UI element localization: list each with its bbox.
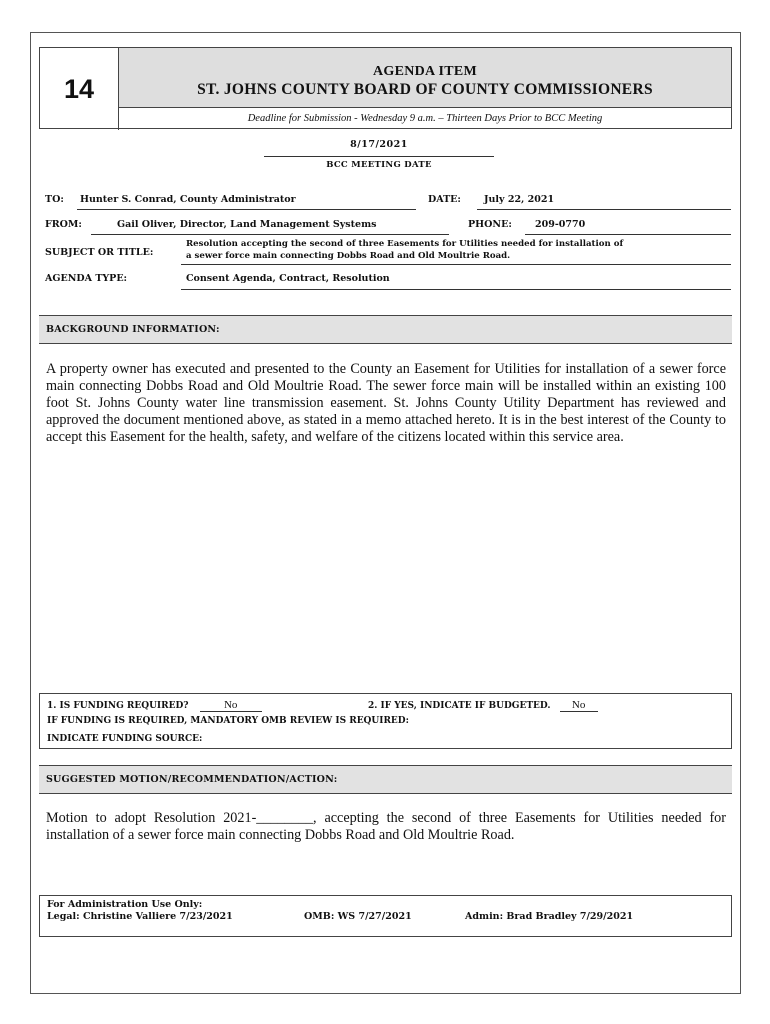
- title-line-1: AGENDA ITEM: [372, 64, 478, 79]
- from-label: FROM:: [45, 219, 82, 230]
- date-label: DATE:: [428, 194, 461, 205]
- phone-underline: [525, 234, 731, 235]
- to-underline: [77, 209, 416, 210]
- subject-line-1: Resolution accepting the second of three Easements for Utilities needed for installation of: [186, 239, 624, 249]
- phone-value: 209-0770: [535, 219, 586, 230]
- from-value: Gail Oliver, Director, Land Management Systems: [117, 219, 377, 230]
- subject-line-2: a sewer force main connecting Dobbs Road and Old Moultrie Road.: [186, 251, 511, 261]
- funding-required-row: [47, 699, 262, 712]
- meeting-date-label: BCC MEETING DATE: [326, 160, 432, 170]
- budgeted-value: No: [560, 699, 598, 712]
- motion-heading: SUGGESTED MOTION/RECOMMENDATION/ACTION:: [39, 765, 732, 794]
- admin-heading: For Administration Use Only:: [47, 899, 203, 910]
- date-underline: [477, 209, 731, 210]
- item-number: 14: [40, 48, 119, 130]
- deadline-note: Deadline for Submission - Wednesday 9 a.m. – Thirteen Days Prior to BCC Meeting: [247, 113, 603, 124]
- to-label: TO:: [45, 194, 64, 205]
- budgeted-row: [368, 699, 598, 712]
- background-heading: BACKGROUND INFORMATION:: [39, 315, 732, 344]
- agenda-type-underline: [181, 289, 731, 290]
- budgeted-label: 2. IF YES, INDICATE IF BUDGETED.: [368, 701, 551, 711]
- funding-source-label: INDICATE FUNDING SOURCE:: [47, 734, 203, 744]
- meeting-date-value: 8/17/2021: [264, 139, 494, 157]
- legal-approval: Legal: Christine Valliere 7/23/2021: [47, 911, 233, 922]
- funding-required-label: 1. IS FUNDING REQUIRED?: [47, 701, 189, 711]
- agenda-header: [39, 47, 732, 129]
- admin-approval: Admin: Brad Bradley 7/29/2021: [465, 911, 634, 922]
- agenda-type-value: Consent Agenda, Contract, Resolution: [186, 273, 390, 284]
- bcc-meeting-date: [264, 139, 494, 170]
- motion-text: Motion to adopt Resolution 2021-________, accepting the second of three Easements for Utilities needed for installation of a sewer force main connecting Dobbs Road and Old Moultrie Road.: [46, 810, 726, 843]
- omb-approval: OMB: WS 7/27/2021: [304, 911, 412, 922]
- background-text: A property owner has executed and presented to the County an Easement for Utilities for installation of a sewer force main connecting Dobbs Road and Old Moultrie Road. The sewer force main will be installed within an existing 100 foot St. Johns County water line transmission easement. St. Johns County Utility Department has reviewed and approved the document mentioned above, as stated in a memo attached hereto. It is in the best interest of the County to accept this Easement for the health, safety, and welfare of the citizens located within this service area.: [46, 361, 726, 445]
- title-line-2: ST. JOHNS COUNTY BOARD OF COUNTY COMMISSIONERS: [197, 81, 653, 98]
- omb-review-label: IF FUNDING IS REQUIRED, MANDATORY OMB REVIEW IS REQUIRED:: [47, 716, 409, 726]
- from-underline: [91, 234, 449, 235]
- subject-underline: [181, 264, 731, 265]
- funding-box: [39, 693, 732, 749]
- agenda-type-label: AGENDA TYPE:: [45, 273, 128, 284]
- date-value: July 22, 2021: [484, 194, 555, 205]
- to-value: Hunter S. Conrad, County Administrator: [80, 194, 296, 205]
- agenda-page: [30, 32, 741, 994]
- phone-label: PHONE:: [468, 219, 512, 230]
- title-box: [119, 48, 731, 108]
- admin-box: [39, 895, 732, 937]
- funding-required-value: No: [200, 699, 262, 712]
- subject-label: SUBJECT OR TITLE:: [45, 247, 154, 258]
